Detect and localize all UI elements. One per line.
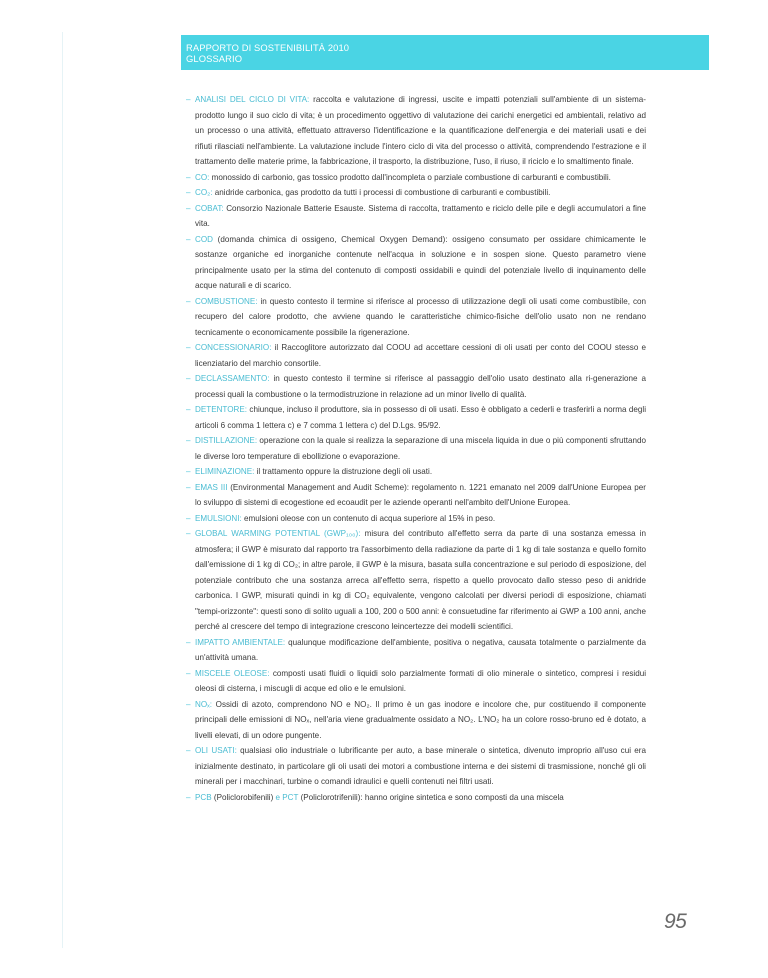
glossary-definition: emulsioni oleose con un contenuto di acqua superiore al 15% in peso.	[241, 513, 496, 523]
glossary-entry-distillazione	[186, 433, 646, 464]
glossary-definition: Ossidi di azoto, comprendono NO e NO₂. Il primo è un gas inodore e incolore che, pur costituendo il componente principali delle emissioni di NOₓ, nell'aria viene gradualmente ossidato a NO₂. L'NO₂ ha un colore rosso-bruno ed è dotato, a livelli elevati, di un odore pungente.	[195, 699, 646, 740]
glossary-definition: in questo contesto il termine si riferisce al passaggio dell'olio usato destinato alla ri-generazione a processi quali la combustione o la termodistruzione in relazione ad un minor livello di qualità.	[195, 374, 646, 399]
glossary-entry-eliminazione	[186, 464, 646, 480]
glossary-term: OLI USATI:	[195, 746, 237, 755]
glossary-term: ANALISI DEL CICLO DI VITA:	[195, 95, 310, 104]
glossary-entry-emulsioni	[186, 511, 646, 527]
glossary-definition: chiunque, incluso il produttore, sia in possesso di oli usati. Esso è obbligato a cederli e trasferirli a norma degli articoli 6 comma 1 lettera c) e 7 comma 1 lettera c) del D.Lgs. 95/92.	[195, 405, 646, 430]
glossary-definition: monossido di carbonio, gas tossico prodotto dall'incompleta o parziale combustione di carburanti e combustibili.	[209, 172, 611, 182]
glossary-term: DECLASSAMENTO:	[195, 374, 270, 383]
glossary-definition: qualsiasi olio industriale o lubrificante per auto, a base minerale o sintetica, divenuto improprio all'uso cui era inizialmente destinato, in particolare gli oli usati dei motori a combustione interna e dei sistemi di trasmissione, nonché gli oli minerali per i macchinari, turbine o comandi idraulici e quelli contenuti nei filtri usati.	[195, 746, 646, 786]
glossary-term: NOₓ:	[195, 699, 213, 709]
glossary-term: COBAT:	[195, 203, 224, 213]
glossary-definition: (Policlorobifenili)	[211, 792, 276, 802]
glossary-entry-co2	[186, 185, 646, 201]
glossary-term: MISCELE OLEOSE:	[195, 668, 270, 678]
glossary-term: EMAS III	[195, 482, 228, 492]
section-title: GLOSSARIO	[186, 53, 243, 64]
glossary-entry-cobat	[186, 201, 646, 232]
glossary-term: ELIMINAZIONE:	[195, 467, 255, 476]
glossary-definition: operazione con la quale si realizza la separazione di una miscela liquida in due o più componenti sfruttando le diverse loro temperature di ebollizione o evaporazione.	[195, 436, 646, 461]
glossary-entry-nox	[186, 697, 646, 744]
glossary-entry-miscele-oleose	[186, 666, 646, 697]
glossary-entry-co	[186, 170, 646, 186]
glossary-entry-detentore	[186, 402, 646, 433]
glossary-entry-emas-iii	[186, 480, 646, 511]
glossary-entry-analisi-ciclo-di-vita	[186, 92, 646, 170]
glossary-term: GLOBAL WARMING POTENTIAL (GWP₁₀₀):	[195, 529, 361, 538]
glossary-term: EMULSIONI:	[195, 513, 242, 523]
glossary-term-secondary: e PCT	[275, 792, 299, 802]
glossary-term: DETENTORE:	[195, 405, 248, 414]
report-header	[181, 35, 709, 70]
glossary-definition: anidride carbonica, gas prodotto da tutti i processi di combustione di carburanti e combustibili.	[212, 188, 551, 197]
glossary-entry-cod	[186, 232, 646, 294]
glossary-term: PCB	[195, 792, 212, 802]
glossary-entry-gwp	[186, 526, 646, 635]
glossary-definition: in questo contesto il termine si riferisce al processo di utilizzazione degli oli usati come combustibile, con recupero del calore prodotto, che avviene quando le caratteristiche chimico-fisiche dell'olio usato non ne rendano tecnicamente o economicamente possibile la rigenerazione.	[195, 296, 646, 337]
glossary-definition: il trattamento oppure la distruzione degli oli usati.	[254, 467, 433, 476]
glossary-term: IMPATTO AMBIENTALE:	[195, 637, 286, 647]
glossary-definition: misura del contributo all'effetto serra da parte di una sostanza emessa in atmosfera; il GWP è misurato dal rapporto tra l'assorbimento della radiazione da parte di 1 kg di tale sostanza e quello fornito dall'emissione di 1 kg di CO₂; in altre parole, il GWP è la misura, basata sulla concentrazione e sul periodo di esposizione, del potenziale contributo che una sostanza arreca all'effetto serra, rispetto a quello provocato dallo stesso peso di anidride carbonica. I GWP, misurati quindi in kg di CO₂ equivalente, vengono calcolati per diversi periodi di esposizione, chiamati "tempi-orizzonte": questi sono di solito uguali a 100, 200 o 500 anni: è consuetudine far riferimento ai GWP a 100 anni, anche perché al crescere del tempo di integrazione crescono leincertezze dei modelli scientifici.	[195, 529, 646, 631]
glossary-definition: Consorzio Nazionale Batterie Esauste. Sistema di raccolta, trattamento e riciclo delle pile e degli accumulatori a fine vita.	[195, 203, 646, 228]
glossary-definition-secondary: (Policlorotrifenili): hanno origine sintetica e sono composti da una miscela	[298, 792, 564, 802]
glossary-definition: composti usati fluidi o liquidi solo parzialmente formati di olio minerale o sintetico, compresi i residui oleosi di cisterna, i miscugli di acque ed olio e le emulsioni.	[195, 668, 646, 693]
glossary-entry-declassamento	[186, 371, 646, 402]
glossary-definition: (domanda chimica di ossigeno, Chemical Oxygen Demand): ossigeno consumato per ossidare chimicamente le sostanze organiche ed inorganiche contenute nell'acqua in soluzione e in sospen sione. Questo parametro viene principalmente usato per la stima del contenuto di composti ossidabili e quindi del potenziale livello di inquinamento delle acque naturali e di scarico.	[195, 234, 646, 290]
glossary-entry-concessionario	[186, 340, 646, 371]
glossary-entry-impatto-ambientale	[186, 635, 646, 666]
glossary-list	[186, 92, 646, 805]
glossary-term: CONCESSIONARIO:	[195, 343, 272, 352]
page-number: 95	[664, 910, 687, 933]
glossary-definition: raccolta e valutazione di ingressi, uscite e impatti potenziali sull'ambiente di un sistema-prodotto lungo il suo ciclo di vita; è un procedimento oggettivo di valutazione dei carichi energetici ed ambientali, relativo ad un processo o una attività, effettuato attraverso l'identificazione e la quantificazione dell'energia e dei materiali usati e dei rifiuti rilasciati nell'ambiente. La valutazione include l'intero ciclo di vita del processo o attività, comprendendo l'estrazione e il trattamento delle materie prime, la fabbricazione, il trasporto, la distribuzione, l'uso, il riuso, il riciclo e lo smaltimento finale.	[195, 95, 646, 166]
glossary-term: DISTILLAZIONE:	[195, 436, 258, 445]
report-title: RAPPORTO DI SOSTENIBILITÀ 2010	[186, 42, 350, 53]
glossary-entry-pcb-pct	[186, 790, 646, 806]
margin-rule	[62, 32, 63, 948]
glossary-entry-combustione	[186, 294, 646, 341]
glossary-entry-oli-usati	[186, 743, 646, 790]
glossary-definition: qualunque modificazione dell'ambiente, positiva o negativa, causata totalmente o parzialmente da un'attività umana.	[195, 637, 646, 662]
glossary-definition: il Raccoglitore autorizzato dal COOU ad accettare cessioni di oli usati per conto del COOU stesso e licenziatario del marchio consortile.	[195, 343, 646, 368]
glossary-term: COMBUSTIONE:	[195, 296, 258, 306]
glossary-term: CO:	[195, 172, 210, 182]
glossary-term: CO₂:	[195, 188, 213, 197]
glossary-definition: (Environmental Management and Audit Scheme): regolamento n. 1221 emanato nel 2009 dall'Unione Europea per lo sviluppo di sistemi di ecogestione ed ecoaudit per le aziende operanti nell'ambito dell'Unione Europea.	[195, 482, 646, 507]
glossary-term: COD	[195, 234, 213, 244]
